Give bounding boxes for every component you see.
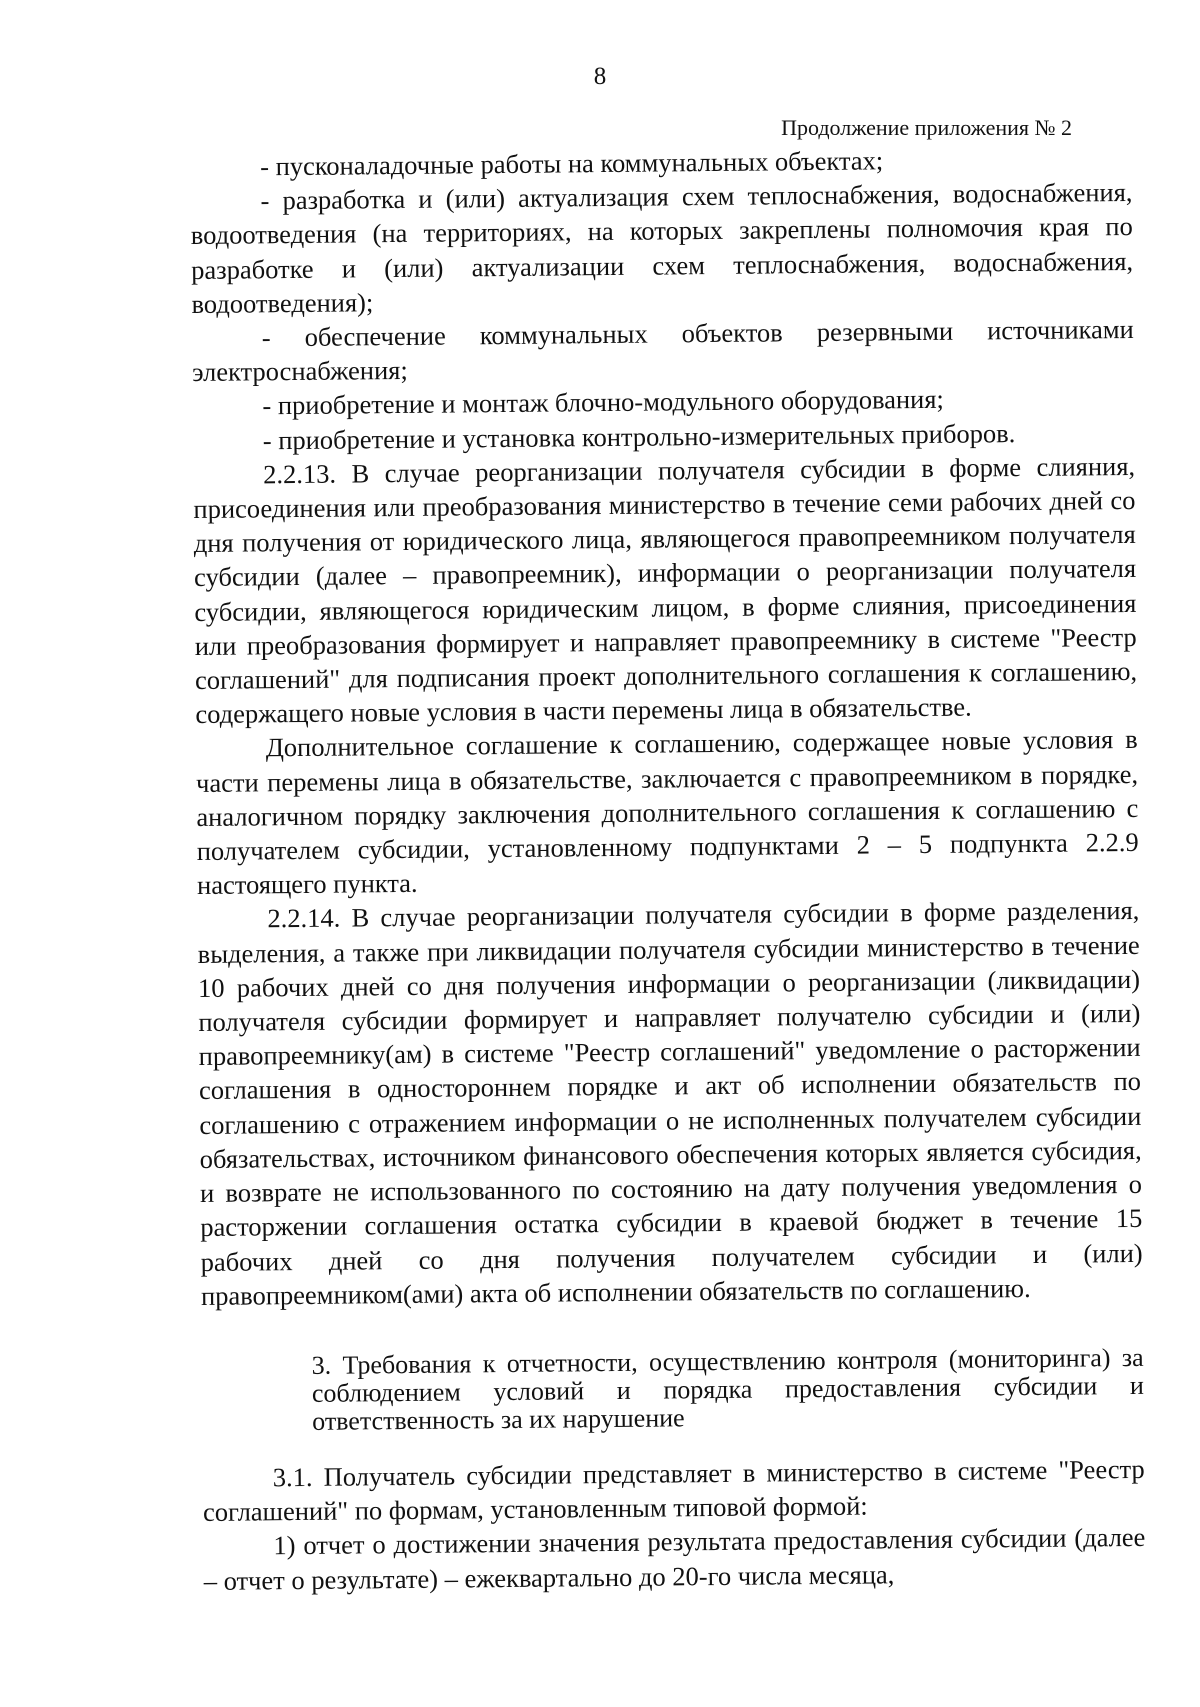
list-item-instruments: - приобретение и установка контрольно-измерительных приборов. — [262, 417, 1016, 455]
clause-3-1: 3.1. Получатель субсидии представляет в министерство в системе "Реестр соглашений" по формам, установленным типовой формой: — [202, 1453, 1145, 1528]
document-body — [190, 141, 1146, 1598]
list-item-reserve-power: - обеспечение коммунальных объектов резервными источниками электроснабжения; — [191, 313, 1134, 388]
clause-3-1-item-1: 1) отчет о достижении значения результата предоставления субсидии (далее – отчет о результате) – ежеквартально до 20-го числа месяца, — [203, 1522, 1146, 1596]
list-item-commissioning: - пусконаладочные работы на коммунальных объектах; — [260, 145, 884, 182]
clause-2-2-13: 2.2.13. В случае реорганизации получателя субсидии в форме слияния, присоединения или преобразования министерство в течение семи рабочих дней со дня получения от юридического лица, являющегося правопреемником получателя субсидии (далее – правопреемник), информации о реорганизации получателя субсидии, являющегося юридическим лицом, в форме слияния, присоединения или преобразования формирует и направляет правопреемнику в системе "Реестр соглашений" для подписания проект дополнительного соглашения к соглашению, содержащего новые условия в части перемены лица в обязательстве. — [193, 450, 1138, 730]
list-item-schemes: - разработка и (или) актуализация схем теплоснабжения, водоснабжения, водоотведения (на территориях, на которых закреплены полномочия края по разработке и (или) актуализации схем теплоснабжения, водоснабжения, водоотведения); — [190, 177, 1134, 319]
list-item-modular-equipment: - приобретение и монтаж блочно-модульного оборудования; — [262, 384, 944, 421]
paragraph-additional-agreement: Дополнительное соглашение к соглашению, содержащее новые условия в части перемены лица в обязательстве, заключается с правопреемником в порядке, аналогичном порядку заключения дополнительного соглашения к соглашению с получателем субсидии, установленному подпунктами 2 – 5 подпункта 2.2.9 настоящего пункта. — [195, 724, 1139, 901]
continuation-note: Продолжение приложения № 2 — [781, 115, 1072, 140]
clause-2-2-14: 2.2.14. В случае реорганизации получателя субсидии в форме разделения, выделения, а также при ликвидации получателя субсидии министерство в течение 10 рабочих дней со дня получения информации о реорганизации (ликвидации) получателя субсидии формирует и направляет получателю субсидии и (или) правопреемнику(ам) в системе "Реестр соглашений" уведомление о расторжении соглашения в одностороннем порядке и акт об исполнении обязательств по соглашению с отражением информации о не исполненных получателем субсидии обязательствах, источником финансового обеспечения которых является субсидия, и возврате не использованного по состоянию на дату получения уведомления о расторжении соглашения остатка субсидии в краевой бюджет в течение 15 рабочих дней со дня получения получателем субсидии и (или) правопреемником(ами) акта об исполнении обязательств по соглашению. — [197, 895, 1143, 1311]
section-heading: 3. Требования к отчетности, осуществлению контроля (мониторинга) за соблюдением условий и порядка предоставления субсидии и ответственность за их нарушение — [311, 1342, 1145, 1436]
page-number: 8 — [593, 63, 607, 90]
